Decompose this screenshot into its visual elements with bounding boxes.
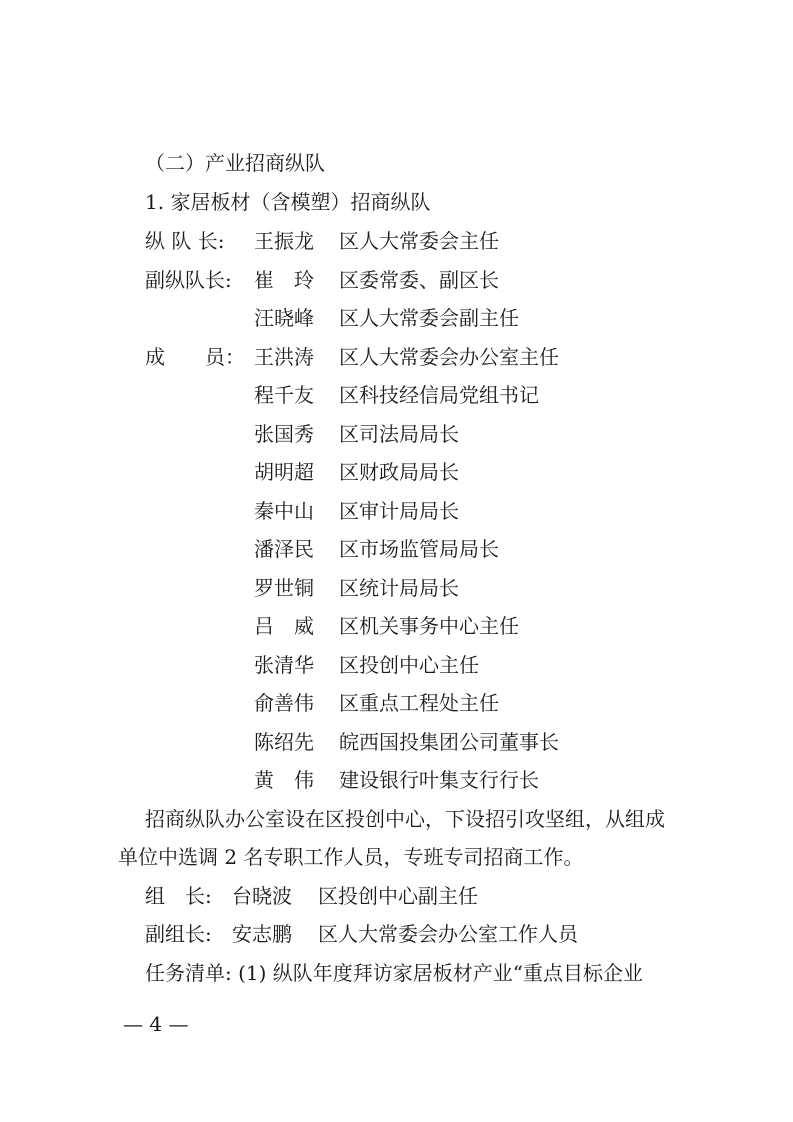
deputy-name: 崔 玲 bbox=[254, 268, 314, 292]
office-paragraph-line: 招商纵队办公室设在区投创中心，下设招引攻坚组，从组成 bbox=[145, 807, 665, 831]
member-name: 张清华 bbox=[254, 653, 314, 677]
deputy-name: 汪晓峰 bbox=[254, 306, 314, 330]
group-deputy-name: 安志鹏 bbox=[232, 922, 292, 946]
section-title: （二）产业招商纵队 bbox=[145, 151, 325, 175]
group-leader-row bbox=[0, 883, 793, 909]
member-row bbox=[0, 498, 793, 524]
member-name: 程千友 bbox=[254, 383, 314, 407]
deputies-role-label: 副纵队长: bbox=[145, 268, 232, 292]
member-row bbox=[0, 536, 793, 562]
member-title: 区人大常委会办公室主任 bbox=[339, 345, 559, 369]
member-row bbox=[0, 613, 793, 639]
page-number: — 4 — bbox=[123, 1012, 189, 1036]
member-name: 陈绍先 bbox=[254, 730, 314, 754]
deputy-title: 区人大常委会副主任 bbox=[339, 306, 519, 330]
group-deputy-title: 区人大常委会办公室工作人员 bbox=[318, 922, 578, 946]
member-row bbox=[0, 382, 793, 408]
leader-role-label: 纵 队 长: bbox=[145, 229, 225, 253]
deputy-row bbox=[0, 305, 793, 331]
deputy-row bbox=[0, 267, 793, 293]
leader-title: 区人大常委会主任 bbox=[339, 229, 499, 253]
member-row bbox=[0, 421, 793, 447]
member-title: 区司法局局长 bbox=[339, 422, 459, 446]
members-role-label: 成 员： bbox=[145, 345, 245, 369]
deputy-title: 区委常委、副区长 bbox=[339, 268, 499, 292]
member-name: 俞善伟 bbox=[254, 691, 314, 715]
group-deputy-role-label: 副组长: bbox=[145, 922, 212, 946]
leader-name: 王振龙 bbox=[254, 229, 314, 253]
member-row bbox=[0, 729, 793, 755]
member-title: 建设银行叶集支行行长 bbox=[339, 768, 539, 792]
member-row bbox=[0, 767, 793, 793]
group-leader-name: 台晓波 bbox=[232, 884, 292, 908]
task-list-line: 任务清单: (1) 纵队年度拜访家居板材产业“重点目标企业 bbox=[145, 961, 644, 985]
group-deputy-row bbox=[0, 921, 793, 947]
member-name: 张国秀 bbox=[254, 422, 314, 446]
member-title: 区机关事务中心主任 bbox=[339, 614, 519, 638]
subsection-title: 1. 家居板材（含模塑）招商纵队 bbox=[145, 190, 431, 214]
member-name: 潘泽民 bbox=[254, 537, 314, 561]
member-title: 区审计局局长 bbox=[339, 499, 459, 523]
member-name: 黄 伟 bbox=[254, 768, 314, 792]
member-title: 区统计局局长 bbox=[339, 576, 459, 600]
member-name: 秦中山 bbox=[254, 499, 314, 523]
member-title: 区市场监管局局长 bbox=[339, 537, 499, 561]
member-title: 区重点工程处主任 bbox=[339, 691, 499, 715]
member-row bbox=[0, 575, 793, 601]
member-row bbox=[0, 459, 793, 485]
member-name: 罗世铜 bbox=[254, 576, 314, 600]
member-title: 区财政局局长 bbox=[339, 460, 459, 484]
member-name: 胡明超 bbox=[254, 460, 314, 484]
group-leader-title: 区投创中心副主任 bbox=[318, 884, 478, 908]
member-title: 皖西国投集团公司董事长 bbox=[339, 730, 559, 754]
member-name: 吕 威 bbox=[254, 614, 314, 638]
member-title: 区科技经信局党组书记 bbox=[339, 383, 539, 407]
member-row bbox=[0, 344, 793, 370]
leader-row bbox=[0, 228, 793, 254]
member-name: 王洪涛 bbox=[254, 345, 314, 369]
office-paragraph-line: 单位中选调 2 名专职工作人员，专班专司招商工作。 bbox=[118, 845, 584, 869]
member-row bbox=[0, 690, 793, 716]
member-row bbox=[0, 652, 793, 678]
member-title: 区投创中心主任 bbox=[339, 653, 479, 677]
group-leader-role-label: 组 长: bbox=[145, 884, 212, 908]
